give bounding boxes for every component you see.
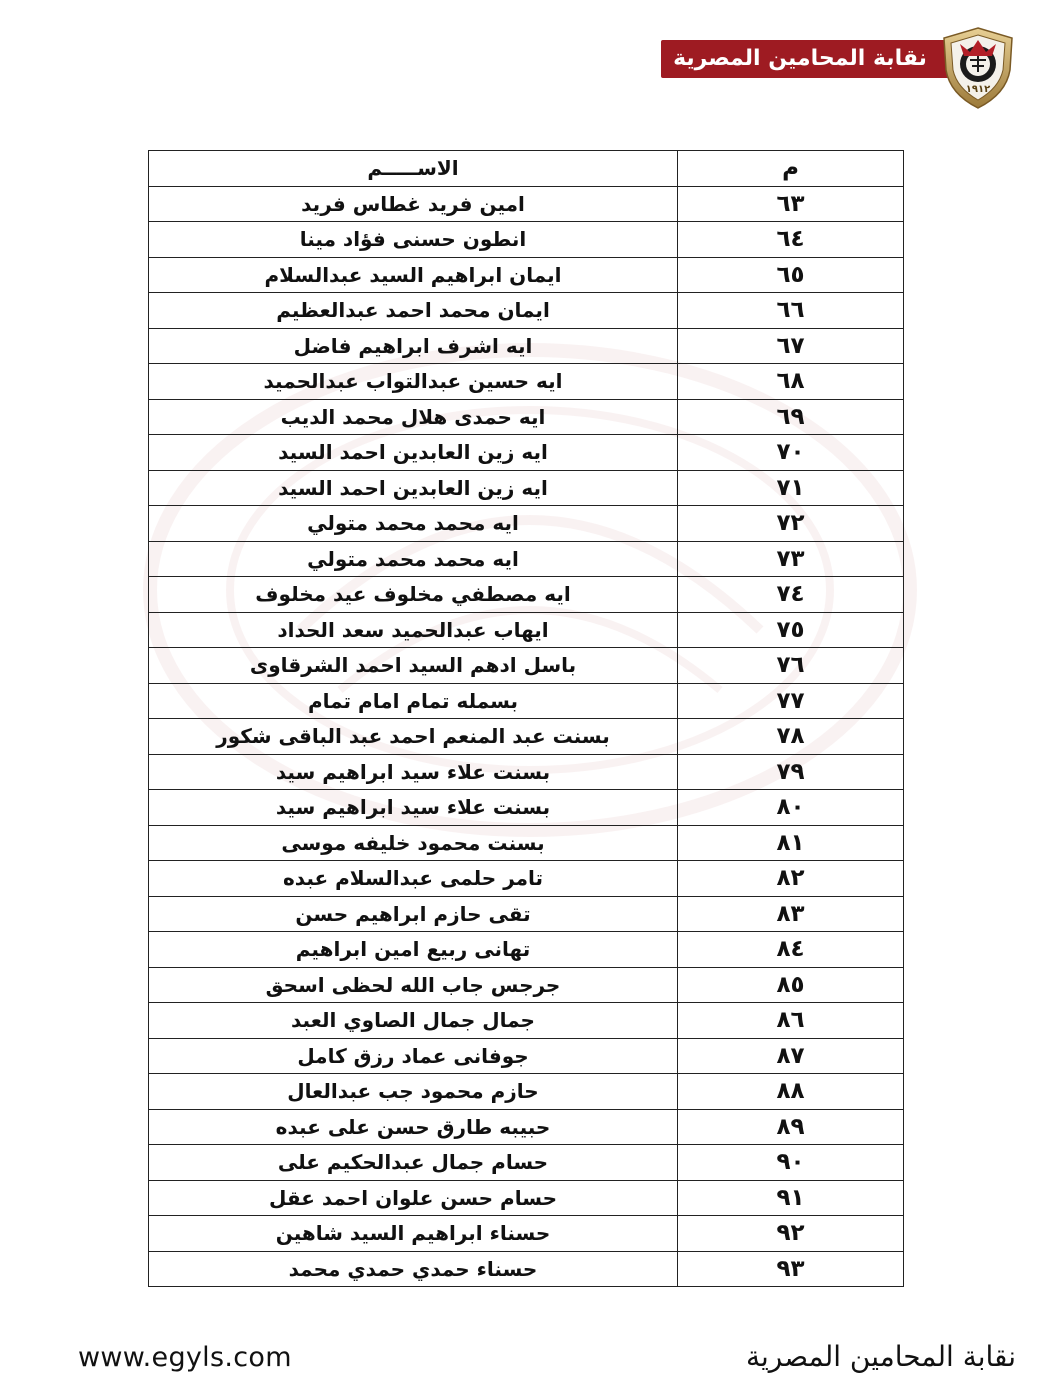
member-name: بسنت علاء سيد ابراهيم سيد — [149, 790, 678, 826]
table-row — [149, 612, 904, 648]
row-number: ٦٨ — [678, 364, 904, 400]
member-name: تهانى ربيع امين ابراهيم — [149, 932, 678, 968]
table-row — [149, 967, 904, 1003]
member-name: ايه مصطفي مخلوف عيد مخلوف — [149, 577, 678, 613]
row-number: ٨٠ — [678, 790, 904, 826]
member-name: ايه زين العابدين احمد السيد — [149, 435, 678, 471]
column-header-number: م — [678, 151, 904, 187]
member-name: امين فريد غطاس فريد — [149, 186, 678, 222]
row-number: ٨٤ — [678, 932, 904, 968]
member-name: حبيبه طارق حسن على عبده — [149, 1109, 678, 1145]
header-org-title: نقابة المحامين المصرية — [673, 46, 927, 71]
member-name: جرجس جاب الله لحظى اسحق — [149, 967, 678, 1003]
footer-org-name: نقابة المحامين المصرية — [746, 1340, 1016, 1373]
member-name: ايه اشرف ابراهيم فاضل — [149, 328, 678, 364]
member-name: بسمله تمام امام تمام — [149, 683, 678, 719]
table-row — [149, 896, 904, 932]
row-number: ٨١ — [678, 825, 904, 861]
member-name: جوفانى عماد رزق كامل — [149, 1038, 678, 1074]
table-row — [149, 364, 904, 400]
row-number: ٧٧ — [678, 683, 904, 719]
row-number: ٧٠ — [678, 435, 904, 471]
row-number: ٨٩ — [678, 1109, 904, 1145]
row-number: ٨٢ — [678, 861, 904, 897]
member-name: ايه زين العابدين احمد السيد — [149, 470, 678, 506]
table-row — [149, 186, 904, 222]
row-number: ٧١ — [678, 470, 904, 506]
member-name: ايه محمد محمد متولي — [149, 541, 678, 577]
table-row — [149, 861, 904, 897]
member-name: ايه حسين عبدالتواب عبدالحميد — [149, 364, 678, 400]
table-row — [149, 470, 904, 506]
member-name: حسناء حمدي حمدي محمد — [149, 1251, 678, 1287]
row-number: ٦٦ — [678, 293, 904, 329]
table-row — [149, 825, 904, 861]
member-name: ايه محمد محمد متولي — [149, 506, 678, 542]
table-row — [149, 1251, 904, 1287]
row-number: ٧٦ — [678, 648, 904, 684]
member-name: بسنت عبد المنعم احمد عبد الباقى شكور — [149, 719, 678, 755]
row-number: ٩٢ — [678, 1216, 904, 1252]
member-name: حسناء ابراهيم السيد شاهين — [149, 1216, 678, 1252]
row-number: ٧٣ — [678, 541, 904, 577]
row-number: ٧٥ — [678, 612, 904, 648]
table-row — [149, 541, 904, 577]
table-row — [149, 1038, 904, 1074]
table-row — [149, 754, 904, 790]
member-name: حسام جمال عبدالحكيم على — [149, 1145, 678, 1181]
member-name: انطون حسنى فؤاد مينا — [149, 222, 678, 258]
table-row — [149, 683, 904, 719]
row-number: ٧٨ — [678, 719, 904, 755]
member-name: بسنت علاء سيد ابراهيم سيد — [149, 754, 678, 790]
table-row — [149, 222, 904, 258]
table-row — [149, 1074, 904, 1110]
table-row — [149, 1003, 904, 1039]
row-number: ٦٣ — [678, 186, 904, 222]
column-header-name: الاســـــم — [149, 151, 678, 187]
table-row — [149, 790, 904, 826]
row-number: ٦٥ — [678, 257, 904, 293]
row-number: ٧٤ — [678, 577, 904, 613]
table-row — [149, 1180, 904, 1216]
table-header-row — [149, 151, 904, 187]
member-name: ايه حمدى هلال محمد الديب — [149, 399, 678, 435]
members-table — [148, 150, 904, 1287]
row-number: ٦٧ — [678, 328, 904, 364]
row-number: ٩١ — [678, 1180, 904, 1216]
row-number: ٩٠ — [678, 1145, 904, 1181]
member-name: ايمان محمد احمد عبدالعظيم — [149, 293, 678, 329]
member-name: بسنت محمود خليفه موسى — [149, 825, 678, 861]
table-row — [149, 399, 904, 435]
table-row — [149, 257, 904, 293]
row-number: ٦٤ — [678, 222, 904, 258]
row-number: ٨٧ — [678, 1038, 904, 1074]
header-banner — [661, 40, 951, 78]
table-row — [149, 932, 904, 968]
row-number: ٧٩ — [678, 754, 904, 790]
row-number: ٨٨ — [678, 1074, 904, 1110]
member-name: ايهاب عبدالحميد سعد الحداد — [149, 612, 678, 648]
table-row — [149, 577, 904, 613]
row-number: ٦٩ — [678, 399, 904, 435]
syndicate-shield-logo-icon — [940, 26, 1016, 110]
member-name: ايمان ابراهيم السيد عبدالسلام — [149, 257, 678, 293]
logo-year: ١٩١٢ — [965, 84, 991, 95]
row-number: ٨٣ — [678, 896, 904, 932]
table-row — [149, 1109, 904, 1145]
table-row — [149, 328, 904, 364]
member-name: تامر حلمى عبدالسلام عبده — [149, 861, 678, 897]
row-number: ٩٣ — [678, 1251, 904, 1287]
table-row — [149, 435, 904, 471]
row-number: ٧٢ — [678, 506, 904, 542]
member-name: حسام حسن علوان احمد عقل — [149, 1180, 678, 1216]
table-row — [149, 506, 904, 542]
table-row — [149, 1216, 904, 1252]
row-number: ٨٦ — [678, 1003, 904, 1039]
row-number: ٨٥ — [678, 967, 904, 1003]
member-name: جمال جمال الصاوي العبد — [149, 1003, 678, 1039]
member-name: حازم محمود جب عبدالعال — [149, 1074, 678, 1110]
table-body — [149, 186, 904, 1287]
table-row — [149, 293, 904, 329]
member-name: تقى حازم ابراهيم حسن — [149, 896, 678, 932]
member-name: باسل ادهم السيد احمد الشرقاوى — [149, 648, 678, 684]
table-row — [149, 648, 904, 684]
footer-website: www.egyls.com — [78, 1342, 292, 1373]
table-row — [149, 1145, 904, 1181]
table-row — [149, 719, 904, 755]
